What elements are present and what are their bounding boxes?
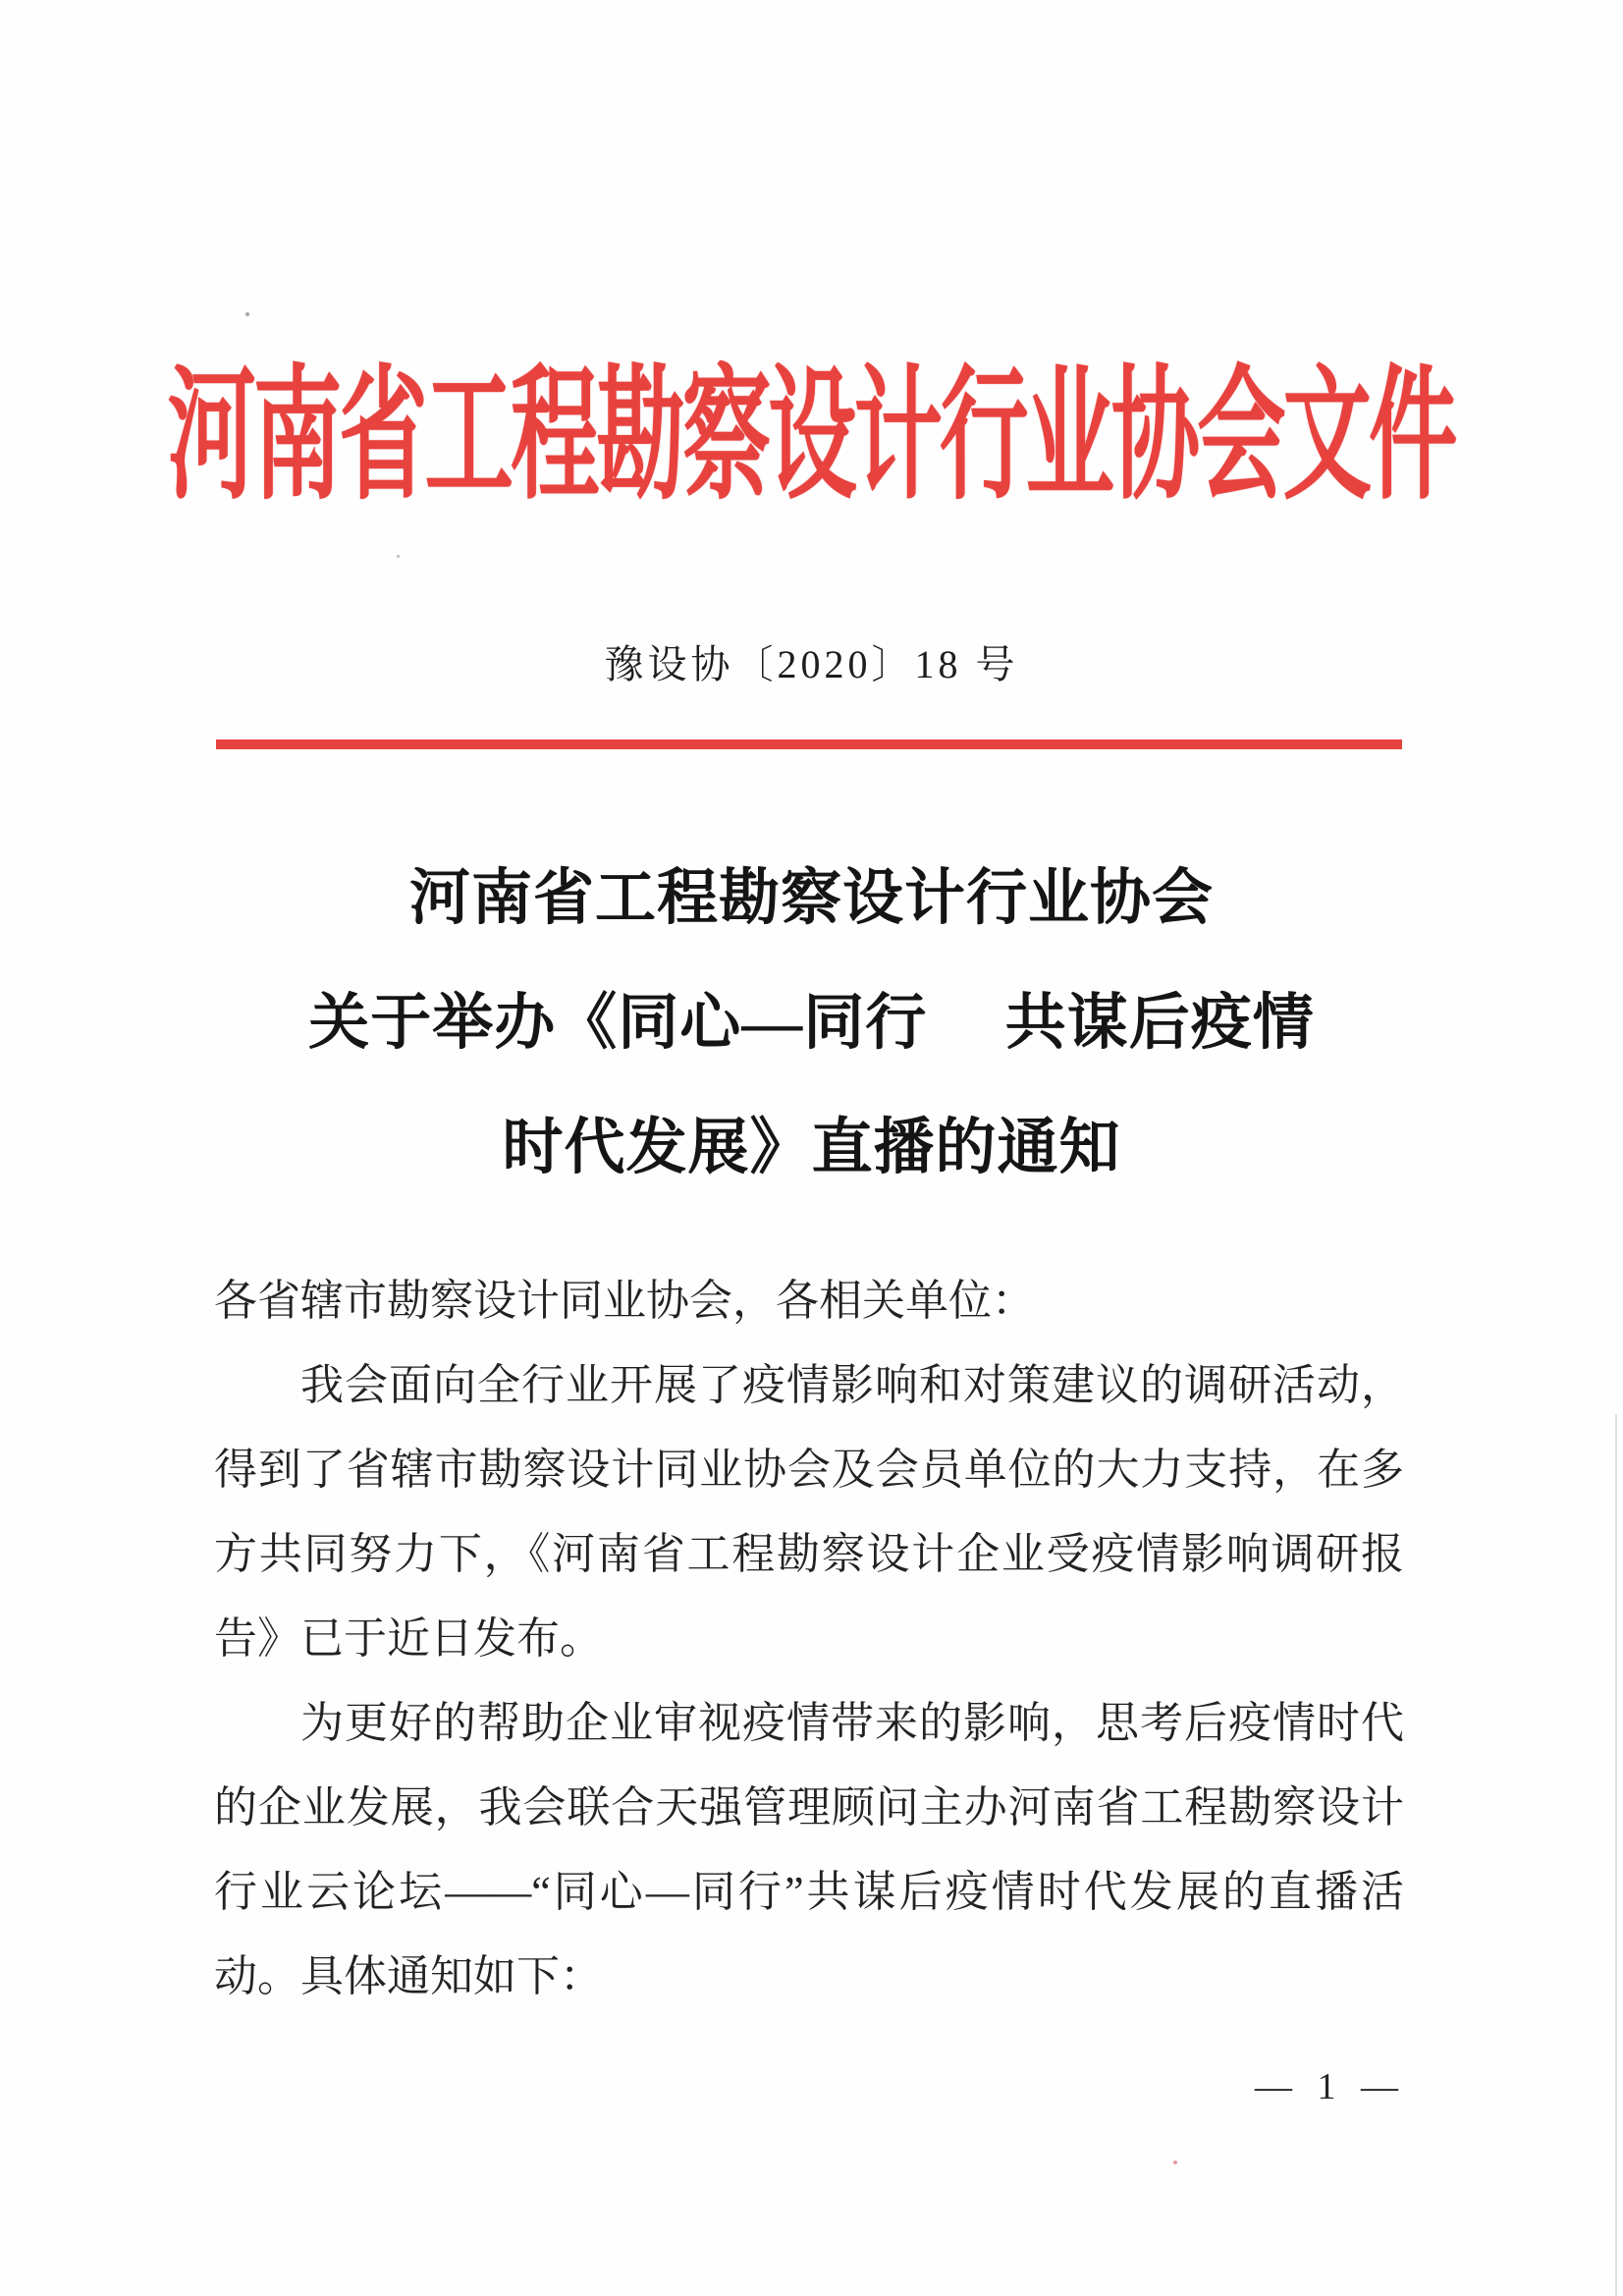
paragraph2-line-2: 的企业发展，我会联合天强管理顾问主办河南省工程勘察设计 — [214, 1783, 1404, 1831]
document-body — [214, 1259, 1404, 2019]
document-title — [0, 837, 1623, 1211]
letterhead — [0, 346, 1623, 518]
paragraph1-line-4: 告》已于近日发布。 — [214, 1614, 603, 1663]
scan-speck — [245, 312, 249, 316]
doc-title-line-3: 时代发展》直播的通知 — [502, 1115, 1121, 1181]
paragraph2-line-3: 行业云论坛——“同心—同行”共谋后疫情时代发展的直播活 — [214, 1868, 1404, 1916]
paragraph1-line-1: 我会面向全行业开展了疫情影响和对策建议的调研活动， — [300, 1361, 1404, 1409]
letterhead-divider-rule — [216, 739, 1402, 749]
scan-speck — [397, 555, 400, 558]
letterhead-title: 河南省工程勘察设计行业协会文件 — [167, 355, 1455, 518]
paragraph1-line-3: 方共同努力下，《河南省工程勘察设计企业受疫情影响调研报 — [214, 1530, 1404, 1578]
paragraph1-line-2: 得到了省辖市勘察设计同业协会及会员单位的大力支持，在多 — [214, 1446, 1404, 1494]
salutation-line: 各省辖市勘察设计同业协会，各相关单位： — [214, 1277, 1035, 1325]
paragraph2-line-1: 为更好的帮助企业审视疫情带来的影响，思考后疫情时代 — [300, 1699, 1404, 1747]
page-number: — 1 — — [1255, 2066, 1406, 2107]
doc-title-line-1: 河南省工程勘察设计行业协会 — [408, 865, 1214, 932]
paragraph2-line-4: 动。具体通知如下： — [214, 1952, 603, 2000]
scan-speck — [1173, 2160, 1177, 2164]
scan-edge-artifact — [1615, 1414, 1617, 2296]
document-number: 豫设协〔2020〕18 号 — [604, 642, 1019, 686]
doc-title-line-2: 关于举办《同心—同行 共谋后疫情 — [308, 990, 1315, 1057]
